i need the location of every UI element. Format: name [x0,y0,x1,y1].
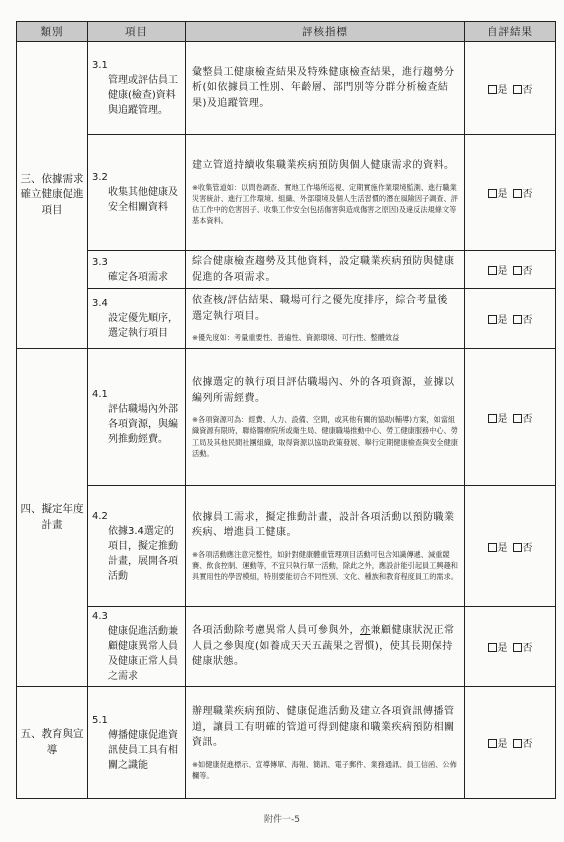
no-label: 否 [522,739,533,750]
no-checkbox[interactable] [513,315,522,324]
item-number: 5.1 [92,714,108,726]
assessment-table [16,21,556,799]
result-cell [465,289,556,349]
result-cell [465,251,556,289]
criteria-note: ※各項活動應注意完整性，如針對健康體重管理項目活動可包含知識傳遞、減重競賽、飲食控制、運動等，不宜只執行單一活動，除此之外，應設計能引起員工興趣和具實用性的學習模組，特別要能切合不同性別、文化、種族和教育程度員工的需求。 [192,549,458,582]
item-number: 3.2 [92,172,108,183]
no-label: 否 [522,266,533,277]
criteria-cell [186,486,465,607]
item-text: 確定各項需求 [108,271,168,283]
item-cell [88,42,186,135]
criteria-cell [186,607,465,687]
no-checkbox[interactable] [513,414,522,423]
yes-checkbox[interactable] [488,266,497,275]
category-label: 三、依據需求確立健康促進項目 [20,173,84,216]
category-label: 四、擬定年度計畫 [20,503,84,531]
table-row [17,349,556,486]
item-number: 4.3 [92,611,108,622]
yes-label: 是 [497,266,508,277]
item-text: 依據3.4選定的項目，擬定推動計畫，展開各項活動 [108,525,178,582]
no-checkbox[interactable] [513,85,522,94]
no-checkbox[interactable] [513,643,522,652]
criteria-note: ※收集管道如：以問卷調查、實地工作場所巡視、定期實施作業環境監測、進行職業災害統計、進行工作環境、組織、外部環境及個人生活習慣的潛在風險因子調查、評估工作中的危害因子、收集工作安全(包括傷害與造成傷害之原因)及違反法規條文等基本資料。 [192,182,458,226]
yes-label: 是 [497,542,508,554]
criteria-text: 辦理職業疾病預防、健康促進活動及建立各項資訊傳播管道，讓員工有明確的管道可得到健康和職業疾病預防相關資訊。 [192,706,455,749]
item-cell [88,486,186,607]
no-checkbox[interactable] [513,266,522,275]
no-checkbox[interactable] [513,189,522,198]
yes-label: 是 [497,315,508,326]
table-row [17,251,556,289]
criteria-text: 依據員工需求，擬定推動計畫，設計各項活動以預防職業疾病、增進員工健康。 [192,511,455,539]
yes-label: 是 [497,413,508,425]
no-checkbox[interactable] [513,739,522,748]
table-row [17,607,556,687]
criteria-text: 彙整員工健康檢查結果及特殊健康檢查結果，進行趨勢分析(如依據員工性別、年齡層、部門別等分群分析檢查結果)及追蹤管理。 [192,66,455,109]
criteria-cell [186,289,465,349]
header-criteria: 評核指標 [186,22,465,42]
table-row [17,486,556,607]
result-cell [465,687,556,799]
result-cell [465,42,556,135]
header-category: 類別 [17,22,88,42]
criteria-text: 綜合健康檢查趨勢及其他資料，設定職業疾病預防與健康促進的各項需求。 [192,256,455,283]
item-cell [88,251,186,289]
item-text: 收集其他健康及安全相關資料 [108,187,178,213]
criteria-cell [186,135,465,251]
item-text: 傳播健康促進資訊使員工具有相關之識能 [108,729,178,771]
yes-checkbox[interactable] [488,543,497,552]
criteria-cell [186,42,465,135]
criteria-cell [186,251,465,289]
criteria-note: ※如健康促進標示、宣導傳單、海報、簡訊、電子郵件、業務通訊、員工信函、公佈欄等。 [192,759,457,780]
table-row [17,135,556,251]
header-result: 自評結果 [465,22,556,42]
category-cell [17,349,88,687]
item-cell [88,135,186,251]
item-number: 3.4 [92,298,108,309]
category-cell [17,687,88,799]
result-cell [465,349,556,486]
yes-label: 是 [497,84,508,96]
yes-label: 是 [497,643,508,654]
no-label: 否 [522,643,533,654]
yes-checkbox[interactable] [488,739,497,748]
item-number: 3.1 [92,60,108,71]
criteria-text-part: 兼顧健康狀況正常人員之參與度(如養成天天五蔬果之習慣)，使其長期保持健康狀態。 [192,625,455,668]
yes-checkbox[interactable] [488,315,497,324]
yes-label: 是 [497,739,508,750]
no-label: 否 [522,189,533,200]
item-text: 管理或評估員工健康(檢查)資料與追蹤管理。 [108,75,178,116]
yes-checkbox[interactable] [488,643,497,652]
criteria-cell [186,349,465,486]
table-row [17,42,556,135]
item-number: 4.2 [92,510,108,522]
no-label: 否 [522,315,533,326]
item-cell [88,607,186,687]
item-number: 3.3 [92,256,108,268]
page-footer: 附件一-5 [264,815,300,825]
criteria-text-underlined: 亦 [360,625,371,637]
no-label: 否 [522,413,533,425]
criteria-cell [186,687,465,799]
item-number: 4.1 [92,389,108,400]
table-row [17,289,556,349]
result-cell [465,135,556,251]
item-text: 評估職場內外部各項資源，與編列推動經費。 [108,404,178,445]
criteria-note: ※各項資源可為：經費、人力、設備、空間，或其他有關的協助(輔導)方案，如當組織資源有限時，聯絡醫療院所或衛生局、健康職場推動中心、勞工健康服務中心、勞工局及其他民間社團組織，取得資源以協助政策發展、舉行定期健康檢查與安全健康活動。 [192,415,458,458]
criteria-text: 依查核/評估結果、職場可行之優先度排序，綜合考量後選定執行項目。 [192,295,448,322]
criteria-note: ※優先度如：考量重要性、普遍性、資源環境、可行性、整體效益 [192,333,400,343]
item-text: 健康促進活動兼顧健康異常人員及健康正常人員之需求 [108,626,178,682]
result-cell [465,607,556,687]
criteria-text-part: 各項活動除考慮異常人員可參與外， [192,625,360,637]
category-label: 五、教育與宣導 [20,728,84,756]
item-cell [88,687,186,799]
yes-checkbox[interactable] [488,85,497,94]
criteria-text: 依據選定的執行項目評估職場內、外的各項資源，並據以編列所需經費。 [192,377,455,404]
item-text: 設定優先順序，選定執行項目 [108,313,178,339]
table-row [17,687,556,799]
item-cell [88,289,186,349]
no-checkbox[interactable] [513,543,522,552]
yes-checkbox[interactable] [488,414,497,423]
criteria-text: 建立管道持續收集職業疾病預防與個人健康需求的資料。 [192,160,455,172]
no-label: 否 [522,542,533,554]
yes-checkbox[interactable] [488,189,497,198]
header-row [17,22,556,42]
result-cell [465,486,556,607]
criteria-text [192,623,458,670]
item-cell [88,349,186,486]
header-item: 項目 [88,22,186,42]
no-label: 否 [522,84,533,96]
yes-label: 是 [497,189,508,200]
category-cell [17,42,88,349]
